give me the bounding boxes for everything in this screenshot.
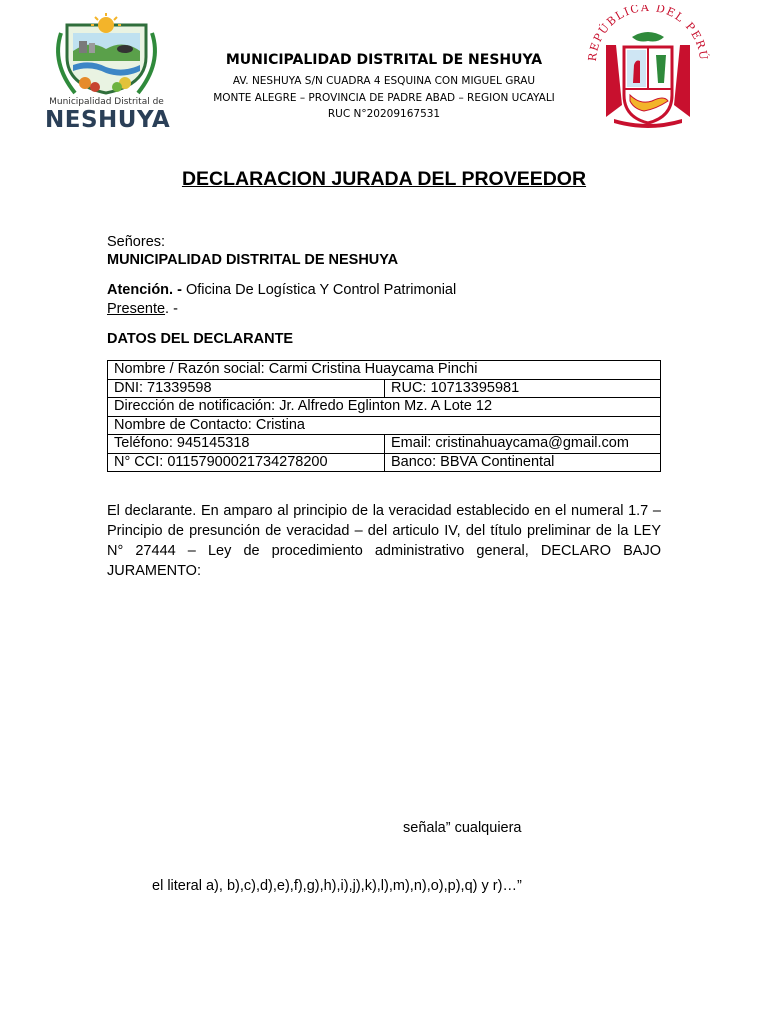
table-row bbox=[108, 398, 661, 417]
attention-line bbox=[107, 282, 456, 298]
declarant-table bbox=[107, 360, 661, 472]
email-cell: Email: cristinahuaycama@gmail.com bbox=[385, 435, 661, 454]
presente-line bbox=[107, 301, 178, 317]
dni-cell: DNI: 71339598 bbox=[108, 379, 385, 398]
ruc-cell: RUC: 10713395981 bbox=[385, 379, 661, 398]
nombre-cell: Nombre / Razón social: Carmi Cristina Huaycama Pinchi bbox=[108, 361, 661, 380]
banco-cell: Banco: BBVA Continental bbox=[385, 453, 661, 472]
municipal-emblem-icon bbox=[45, 13, 168, 97]
table-row bbox=[108, 379, 661, 398]
presente-suffix: . - bbox=[165, 301, 178, 317]
document-title: DECLARACION JURADA DEL PROVEEDOR bbox=[181, 168, 587, 190]
attention-label: Atención. - bbox=[107, 282, 182, 298]
peru-coat-of-arms bbox=[584, 5, 712, 133]
cci-cell: N° CCI: 01157900021734278200 bbox=[108, 453, 385, 472]
presente-word: Presente bbox=[107, 301, 166, 317]
contacto-cell: Nombre de Contacto: Cristina bbox=[108, 416, 661, 435]
coat-of-arms-icon bbox=[584, 5, 712, 133]
table-row bbox=[108, 361, 661, 380]
table-row bbox=[108, 453, 661, 472]
declaration-paragraph: El declarante. En amparo al principio de la veracidad establecido en el numeral 1.7 – Principio de presunción de veracidad – del articulo IV, del título preliminar de la LEY N° 27444 – Ley de procedimiento administrativo general, DECLARO BAJO JURAMENTO: bbox=[107, 503, 661, 579]
salutation: Señores: bbox=[107, 234, 166, 250]
logo-name: NESHUYA bbox=[45, 107, 171, 133]
table-row bbox=[108, 435, 661, 454]
table-row bbox=[108, 416, 661, 435]
attention-value: Oficina De Logística Y Control Patrimonial bbox=[181, 282, 457, 298]
header-address-2: MONTE ALEGRE – PROVINCIA DE PADRE ABAD – REGION UCAYALI bbox=[213, 92, 555, 104]
text-fragment-1: señala” cualquiera bbox=[403, 820, 522, 836]
recipient: MUNICIPALIDAD DISTRITAL DE NESHUYA bbox=[107, 252, 399, 268]
header-ruc: RUC N°20209167531 bbox=[327, 108, 441, 120]
direccion-cell: Dirección de notificación: Jr. Alfredo Eglinton Mz. A Lote 12 bbox=[108, 398, 661, 417]
logo-caption: Municipalidad Distrital de bbox=[49, 97, 164, 107]
section-title: DATOS DEL DECLARANTE bbox=[107, 331, 294, 347]
telefono-cell: Teléfono: 945145318 bbox=[108, 435, 385, 454]
text-fragment-2: el literal a), b),c),d),e),f),g),h),i),j),k),l),m),n),o),p),q) y r)…” bbox=[152, 878, 522, 894]
municipal-logo bbox=[45, 13, 171, 133]
coat-of-arms-text: REPÚBLICA DEL PERÚ bbox=[585, 5, 711, 62]
header-address-1: AV. NESHUYA S/N CUADRA 4 ESQUINA CON MIGUEL GRAU bbox=[232, 75, 536, 87]
header-title: MUNICIPALIDAD DISTRITAL DE NESHUYA bbox=[225, 52, 543, 68]
